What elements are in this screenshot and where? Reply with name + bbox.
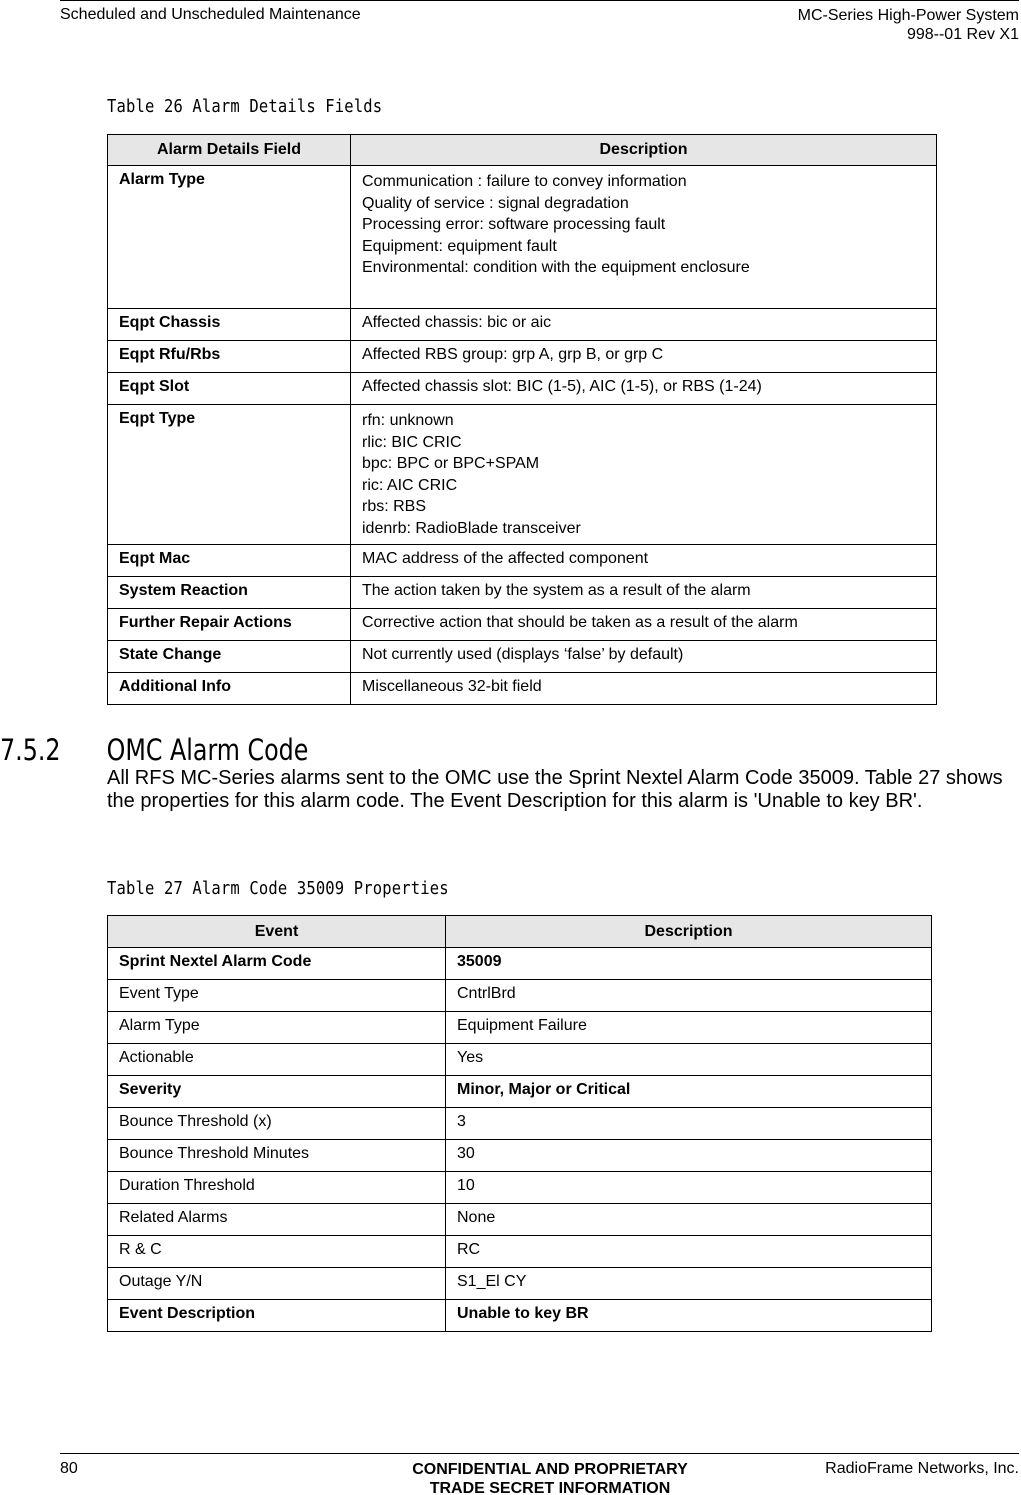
description-line: ric: AIC CRIC	[362, 476, 458, 494]
description-cell	[351, 405, 937, 545]
table-row	[108, 1268, 932, 1300]
description-cell: MAC address of the affected component	[351, 545, 937, 577]
event-cell: Related Alarms	[108, 1204, 446, 1236]
column-header: Description	[351, 135, 937, 166]
confidentiality-line1: CONFIDENTIAL AND PROPRIETARY	[412, 1461, 688, 1478]
event-cell: Actionable	[108, 1044, 446, 1076]
field-cell: Alarm Type	[108, 166, 351, 309]
table-row	[108, 641, 937, 673]
header-right-line1: MC-Series High-Power System	[797, 7, 1019, 24]
confidentiality-line2: TRADE SECRET INFORMATION	[429, 1480, 671, 1495]
table-row	[108, 1300, 932, 1332]
description-line: bpc: BPC or BPC+SPAM	[362, 455, 540, 472]
table-row	[108, 1012, 932, 1044]
description-line: idenrb: RadioBlade transceiver	[362, 519, 581, 537]
description-cell: 3	[446, 1108, 932, 1140]
field-cell: Eqpt Slot	[108, 373, 351, 405]
table-header-row	[108, 135, 937, 166]
confidentiality-notice	[330, 1460, 770, 1495]
table-row	[108, 373, 937, 405]
field-cell: Eqpt Chassis	[108, 309, 351, 341]
table27-caption: Table 27 Alarm Code 35009 Properties	[107, 878, 449, 899]
table26-caption: Table 26 Alarm Details Fields	[107, 96, 383, 117]
table-row	[108, 1108, 932, 1140]
section-title: OMC Alarm Code	[106, 733, 309, 767]
description-cell: S1_El CY	[446, 1268, 932, 1300]
table-header-row	[108, 916, 932, 948]
description-cell: 30	[446, 1140, 932, 1172]
description-cell: Not currently used (displays ‘false’ by default)	[351, 641, 937, 673]
event-cell: Severity	[108, 1076, 446, 1108]
field-cell: Eqpt Type	[108, 405, 351, 545]
description-line: rbs: RBS	[362, 498, 427, 515]
description-cell: 35009	[446, 948, 932, 980]
description-cell: Minor, Major or Critical	[446, 1076, 932, 1108]
section-heading	[0, 733, 308, 767]
description-cell: Affected RBS group: grp A, grp B, or grp C	[351, 341, 937, 373]
description-cell: CntrlBrd	[446, 980, 932, 1012]
table-row	[108, 405, 937, 545]
description-line: rlic: BIC CRIC	[362, 433, 462, 451]
description-line: Quality of service : signal degradation	[362, 194, 629, 212]
event-cell: Alarm Type	[108, 1012, 446, 1044]
description-cell: Affected chassis slot: BIC (1-5), AIC (1-5), or RBS (1-24)	[351, 373, 937, 405]
column-header: Event	[108, 916, 446, 948]
description-cell	[351, 166, 937, 309]
table-row	[108, 1076, 932, 1108]
table-row	[108, 673, 937, 705]
description-cell: Affected chassis: bic or aic	[351, 309, 937, 341]
event-cell: Outage Y/N	[108, 1268, 446, 1300]
description-cell: Yes	[446, 1044, 932, 1076]
description-cell: Corrective action that should be taken as a result of the alarm	[351, 609, 937, 641]
section-paragraph: All RFS MC-Series alarms sent to the OMC use the Sprint Nextel Alarm Code 35009. Table 27 shows the properties for this alarm code. The Event Description for this alarm is 'Unable to key BR'.	[107, 767, 1003, 812]
description-line: Environmental: condition with the equipment enclosure	[362, 259, 750, 276]
table-row	[108, 309, 937, 341]
column-header: Alarm Details Field	[108, 135, 351, 166]
section-number: 7.5.2	[0, 733, 61, 767]
table-row	[108, 1044, 932, 1076]
field-cell: Eqpt Mac	[108, 545, 351, 577]
header-right-line2: 998--01 Rev X1	[906, 26, 1019, 43]
header-right	[798, 6, 1019, 44]
event-cell: Duration Threshold	[108, 1172, 446, 1204]
description-line: rfn: unknown	[362, 412, 454, 429]
table-row	[108, 1140, 932, 1172]
page-header	[60, 0, 1019, 48]
event-cell: Bounce Threshold Minutes	[108, 1140, 446, 1172]
description-cell: Equipment Failure	[446, 1012, 932, 1044]
table-row	[108, 948, 932, 980]
table-row	[108, 1236, 932, 1268]
table-row	[108, 577, 937, 609]
field-cell: System Reaction	[108, 577, 351, 609]
table-row	[108, 1204, 932, 1236]
field-cell: State Change	[108, 641, 351, 673]
table-row	[108, 609, 937, 641]
alarm-code-properties-table	[107, 915, 932, 1332]
alarm-details-table	[107, 134, 937, 705]
description-cell: RC	[446, 1236, 932, 1268]
page-footer	[60, 1453, 1019, 1493]
description-line: Communication : failure to convey information	[362, 173, 687, 190]
description-cell: Unable to key BR	[446, 1300, 932, 1332]
description-cell: None	[446, 1204, 932, 1236]
field-cell: Additional Info	[108, 673, 351, 705]
table-row	[108, 1172, 932, 1204]
description-line: Processing error: software processing fault	[362, 216, 666, 233]
description-cell: Miscellaneous 32-bit field	[351, 673, 937, 705]
header-left: Scheduled and Unscheduled Maintenance	[60, 6, 361, 23]
event-cell: R & C	[108, 1236, 446, 1268]
field-cell: Eqpt Rfu/Rbs	[108, 341, 351, 373]
column-header: Description	[446, 916, 932, 948]
description-cell: The action taken by the system as a result of the alarm	[351, 577, 937, 609]
event-cell: Sprint Nextel Alarm Code	[108, 948, 446, 980]
event-cell: Event Type	[108, 980, 446, 1012]
table-row	[108, 166, 937, 309]
page-number: 80	[60, 1460, 78, 1477]
company-name: RadioFrame Networks, Inc.	[825, 1460, 1019, 1477]
event-cell: Bounce Threshold (x)	[108, 1108, 446, 1140]
description-line: Equipment: equipment fault	[362, 237, 557, 255]
field-cell: Further Repair Actions	[108, 609, 351, 641]
table-row	[108, 341, 937, 373]
event-cell: Event Description	[108, 1300, 446, 1332]
description-cell: 10	[446, 1172, 932, 1204]
table-row	[108, 545, 937, 577]
table-row	[108, 980, 932, 1012]
